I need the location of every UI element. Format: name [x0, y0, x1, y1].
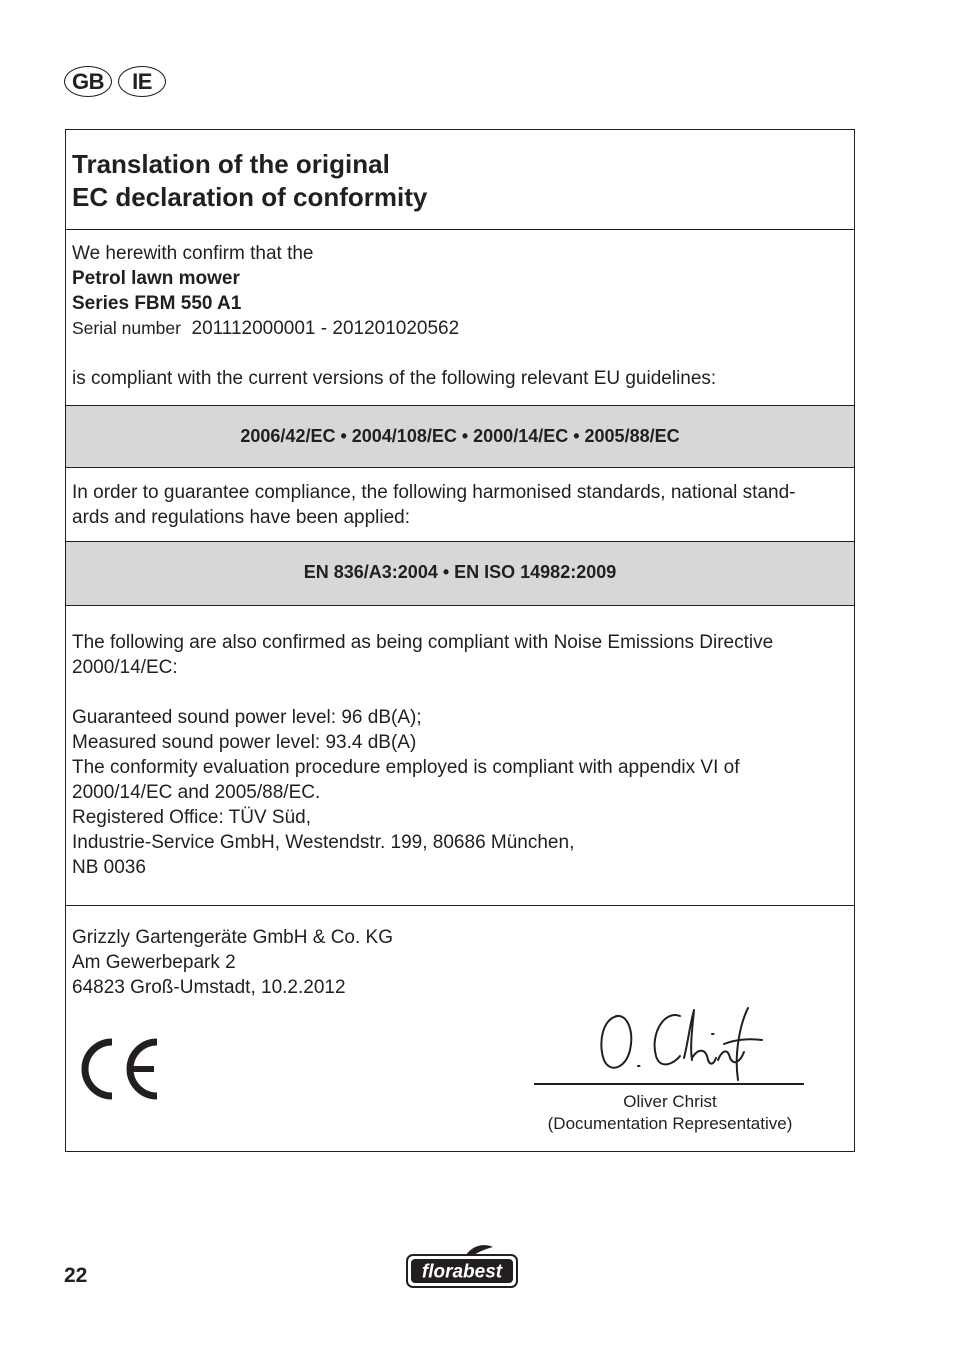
intro-section	[66, 229, 854, 405]
directives-list: 2006/42/EC • 2004/108/EC • 2000/14/EC • 2005/88/EC	[240, 426, 680, 446]
standards-band	[66, 541, 854, 605]
language-badge-ie: IE	[118, 66, 166, 97]
title-line-2: EC declaration of conformity	[72, 182, 428, 212]
product-series: Series FBM 550 A1	[72, 293, 242, 314]
page-number: 22	[64, 1264, 88, 1287]
ce-mark-icon	[78, 1036, 162, 1102]
procedure-line-1: The conformity evaluation procedure employed is compliant with appendix VI of	[72, 757, 740, 778]
noise-line-2: 2000/14/EC:	[72, 657, 178, 678]
declaration-title	[72, 148, 427, 214]
noise-line-1: The following are also confirmed as being compliant with Noise Emissions Directive	[72, 632, 774, 653]
serial-value: 201112000001 - 201201020562	[191, 318, 460, 339]
title-section	[66, 130, 854, 229]
noise-section	[66, 605, 854, 905]
guaranteed-level: Guaranteed sound power level: 96 dB(A);	[72, 707, 422, 728]
language-badge-gb: GB	[64, 66, 112, 97]
standards-intro-line-2: ards and regulations have been applied:	[72, 507, 411, 528]
company-name: Grizzly Gartengeräte GmbH & Co. KG	[72, 927, 393, 948]
company-city-date: 64823 Groß-Umstadt, 10.2.2012	[72, 977, 346, 998]
registered-office-line-1: Registered Office: TÜV Süd,	[72, 807, 312, 828]
procedure-line-2: 2000/14/EC and 2005/88/EC.	[72, 782, 321, 803]
signatory-role: (Documentation Representative)	[547, 1114, 793, 1133]
compliance-statement: is compliant with the current versions of the following relevant EU guidelines:	[72, 368, 717, 389]
intro-line: We herewith confirm that the	[72, 243, 314, 264]
standards-intro-section	[66, 467, 854, 541]
serial-number	[72, 316, 716, 341]
serial-label: Serial number	[72, 318, 181, 338]
declaration-box	[65, 129, 855, 1152]
directives-band	[66, 405, 854, 467]
signatory-name: Oliver Christ	[623, 1092, 717, 1111]
signature-image	[594, 1004, 766, 1086]
company-street: Am Gewerbepark 2	[72, 952, 236, 973]
standards-list: EN 836/A3:2004 • EN ISO 14982:2009	[303, 562, 617, 582]
florabest-logo	[405, 1243, 519, 1289]
signature-line	[534, 1083, 804, 1085]
registered-office-line-2: Industrie-Service GmbH, Westendstr. 199, 80686 München,	[72, 832, 575, 853]
title-line-1: Translation of the original	[72, 149, 390, 179]
registered-office-line-3: NB 0036	[72, 857, 146, 878]
product-name: Petrol lawn mower	[72, 268, 240, 289]
measured-level: Measured sound power level: 93.4 dB(A)	[72, 732, 417, 753]
standards-intro-line-1: In order to guarantee compliance, the following harmonised standards, national stand-	[72, 482, 796, 503]
company-section	[66, 905, 854, 1151]
svg-text:florabest: florabest	[421, 1261, 503, 1283]
language-badges	[64, 66, 166, 97]
